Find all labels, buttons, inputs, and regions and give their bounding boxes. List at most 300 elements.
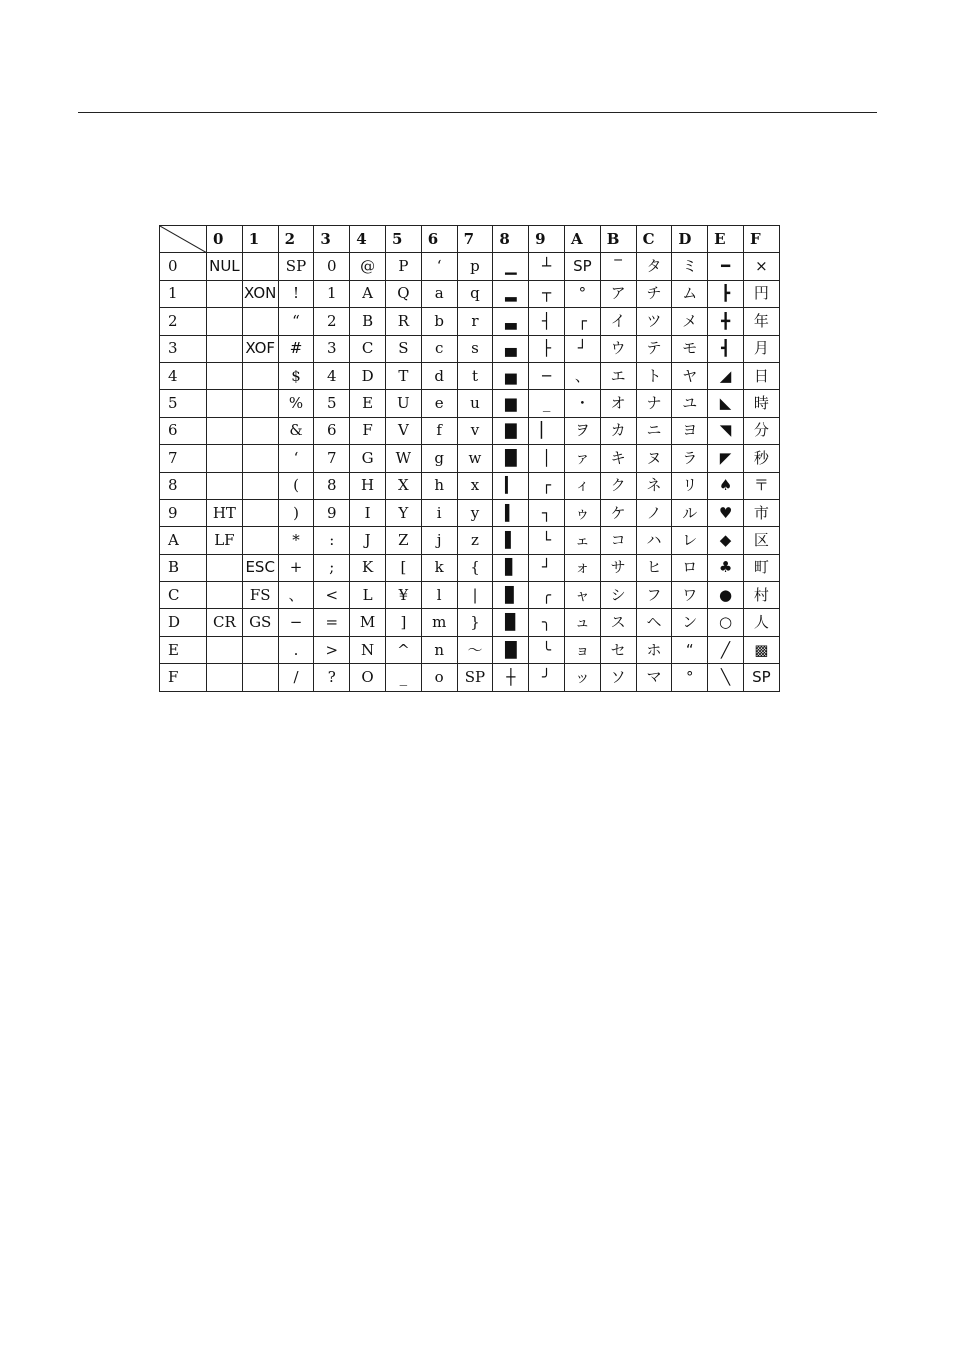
code-cell: ° — [672, 664, 708, 691]
column-header-row — [160, 226, 780, 253]
code-cell: s — [457, 335, 493, 362]
table-row — [160, 472, 780, 499]
code-cell: ヒ — [636, 554, 672, 581]
code-cell: j — [421, 527, 457, 554]
code-cell: ニ — [636, 417, 672, 444]
table-row — [160, 362, 780, 389]
code-cell: ▌ — [493, 527, 529, 554]
code-cell: ウ — [600, 335, 636, 362]
code-cell: 年 — [743, 308, 779, 335]
code-cell: ム — [672, 280, 708, 307]
code-cell — [207, 664, 243, 691]
row-header-5: 5 — [160, 390, 207, 417]
code-cell: v — [457, 417, 493, 444]
code-cell: 市 — [743, 499, 779, 526]
table-row — [160, 308, 780, 335]
code-cell: ォ — [564, 554, 600, 581]
code-cell: ユ — [672, 390, 708, 417]
code-cell: N — [350, 636, 386, 663]
code-cell: ♥ — [708, 499, 744, 526]
code-cell: ♠ — [708, 472, 744, 499]
column-header-A: A — [564, 226, 600, 253]
code-cell: ▉ — [493, 609, 529, 636]
code-cell: ▇ — [493, 417, 529, 444]
code-cell: # — [278, 335, 314, 362]
code-cell: ┤ — [529, 308, 565, 335]
code-cell: ▩ — [743, 636, 779, 663]
code-cell: ▋ — [493, 554, 529, 581]
code-cell: ィ — [564, 472, 600, 499]
code-cell — [242, 472, 278, 499]
code-cell: ; — [314, 554, 350, 581]
code-cell: ▄ — [493, 335, 529, 362]
code-cell: ( — [278, 472, 314, 499]
code-cell: “ — [278, 308, 314, 335]
code-cell: & — [278, 417, 314, 444]
column-header-D: D — [672, 226, 708, 253]
code-cell: ┐ — [529, 499, 565, 526]
code-cell: x — [457, 472, 493, 499]
code-cell: ? — [314, 664, 350, 691]
code-cell: f — [421, 417, 457, 444]
code-cell: r — [457, 308, 493, 335]
code-cell: 7 — [314, 445, 350, 472]
column-header-7: 7 — [457, 226, 493, 253]
code-cell: ◆ — [708, 527, 744, 554]
code-cell: 分 — [743, 417, 779, 444]
code-cell: イ — [600, 308, 636, 335]
code-cell: I — [350, 499, 386, 526]
code-cell: SP — [457, 664, 493, 691]
code-cell: HT — [207, 499, 243, 526]
code-cell — [242, 362, 278, 389]
code-cell — [242, 664, 278, 691]
code-cell: ╋ — [708, 308, 744, 335]
table-row — [160, 664, 780, 691]
code-cell: 0 — [314, 253, 350, 280]
code-cell: ◥ — [708, 417, 744, 444]
row-header-C: C — [160, 582, 207, 609]
code-cell — [207, 636, 243, 663]
code-cell: ESC — [242, 554, 278, 581]
code-cell: メ — [672, 308, 708, 335]
code-cell: 人 — [743, 609, 779, 636]
code-cell: 、 — [278, 582, 314, 609]
code-cell: Q — [385, 280, 421, 307]
table-row — [160, 582, 780, 609]
code-cell: ┼ — [493, 664, 529, 691]
code-cell — [242, 445, 278, 472]
code-cell: J — [350, 527, 386, 554]
code-cell — [207, 472, 243, 499]
code-cell: 2 — [314, 308, 350, 335]
code-cell: ツ — [636, 308, 672, 335]
row-header-6: 6 — [160, 417, 207, 444]
code-cell: CR — [207, 609, 243, 636]
code-cell: モ — [672, 335, 708, 362]
code-cell: z — [457, 527, 493, 554]
code-cell: − — [278, 609, 314, 636]
table-row — [160, 636, 780, 663]
code-cell — [242, 636, 278, 663]
row-header-1: 1 — [160, 280, 207, 307]
code-cell: ○ — [708, 609, 744, 636]
code-cell: ヲ — [564, 417, 600, 444]
code-cell: ス — [600, 609, 636, 636]
code-cell: | — [457, 582, 493, 609]
code-cell: ╭ — [529, 582, 565, 609]
code-cell: 円 — [743, 280, 779, 307]
code-cell: ソ — [600, 664, 636, 691]
code-cell: H — [350, 472, 386, 499]
code-cell: マ — [636, 664, 672, 691]
code-cell: LF — [207, 527, 243, 554]
code-cell: ◢ — [708, 362, 744, 389]
code-cell: T — [385, 362, 421, 389]
row-header-D: D — [160, 609, 207, 636]
code-cell: セ — [600, 636, 636, 663]
row-header-A: A — [160, 527, 207, 554]
code-cell: ! — [278, 280, 314, 307]
code-cell: 9 — [314, 499, 350, 526]
code-cell: @ — [350, 253, 386, 280]
code-cell: ─ — [529, 362, 565, 389]
code-cell: NUL — [207, 253, 243, 280]
code-cell: 4 — [314, 362, 350, 389]
column-header-1: 1 — [242, 226, 278, 253]
diagonal-line-icon — [160, 226, 206, 252]
code-cell: ェ — [564, 527, 600, 554]
code-cell: P — [385, 253, 421, 280]
code-cell: K — [350, 554, 386, 581]
code-cell: q — [457, 280, 493, 307]
code-cell: . — [278, 636, 314, 663]
code-cell — [207, 362, 243, 389]
code-cell: 、 — [564, 362, 600, 389]
code-cell: V — [385, 417, 421, 444]
code-cell: ‾ — [600, 253, 636, 280]
column-header-8: 8 — [493, 226, 529, 253]
code-cell: テ — [636, 335, 672, 362]
code-cell: ナ — [636, 390, 672, 417]
code-cell: ▊ — [493, 582, 529, 609]
code-cell: ア — [600, 280, 636, 307]
code-cell: ♣ — [708, 554, 744, 581]
code-cell — [207, 308, 243, 335]
code-cell: Z — [385, 527, 421, 554]
code-cell — [207, 390, 243, 417]
code-cell: ヘ — [636, 609, 672, 636]
code-cell: ▂ — [493, 280, 529, 307]
table-row — [160, 417, 780, 444]
code-cell: ホ — [636, 636, 672, 663]
column-header-C: C — [636, 226, 672, 253]
code-cell: b — [421, 308, 457, 335]
code-cell: エ — [600, 362, 636, 389]
code-cell: 3 — [314, 335, 350, 362]
row-header-8: 8 — [160, 472, 207, 499]
code-cell: W — [385, 445, 421, 472]
code-cell: O — [350, 664, 386, 691]
code-cell: ╲ — [708, 664, 744, 691]
row-header-3: 3 — [160, 335, 207, 362]
code-cell: E — [350, 390, 386, 417]
code-cell: オ — [600, 390, 636, 417]
code-cell: S — [385, 335, 421, 362]
code-cell: G — [350, 445, 386, 472]
row-header-E: E — [160, 636, 207, 663]
code-cell: [ — [385, 554, 421, 581]
code-cell: 〒 — [743, 472, 779, 499]
code-cell: ▃ — [493, 308, 529, 335]
code-cell: XOF — [242, 335, 278, 362]
code-cell: ～ — [457, 636, 493, 663]
code-cell: n — [421, 636, 457, 663]
code-cell: │ — [529, 445, 565, 472]
column-header-F: F — [743, 226, 779, 253]
code-cell: $ — [278, 362, 314, 389]
code-cell: 8 — [314, 472, 350, 499]
code-cell: M — [350, 609, 386, 636]
code-cell: { — [457, 554, 493, 581]
code-cell: ▎ — [493, 472, 529, 499]
code-cell: ▅ — [493, 362, 529, 389]
code-cell: / — [278, 664, 314, 691]
code-cell: “ — [672, 636, 708, 663]
code-cell: } — [457, 609, 493, 636]
code-cell: 秒 — [743, 445, 779, 472]
code-cell: B — [350, 308, 386, 335]
code-cell: y — [457, 499, 493, 526]
code-cell: ァ — [564, 445, 600, 472]
row-header-F: F — [160, 664, 207, 691]
code-cell: ク — [600, 472, 636, 499]
code-cell: < — [314, 582, 350, 609]
code-cell: └ — [529, 527, 565, 554]
code-cell: ラ — [672, 445, 708, 472]
code-cell: ┌ — [564, 308, 600, 335]
code-cell: h — [421, 472, 457, 499]
code-cell: ┘ — [564, 335, 600, 362]
code-cell: ヨ — [672, 417, 708, 444]
column-header-6: 6 — [421, 226, 457, 253]
code-cell: ネ — [636, 472, 672, 499]
code-cell: ル — [672, 499, 708, 526]
code-cell: > — [314, 636, 350, 663]
code-cell: g — [421, 445, 457, 472]
code-cell: ▁ — [493, 253, 529, 280]
code-cell: 1 — [314, 280, 350, 307]
code-cell: 月 — [743, 335, 779, 362]
row-header-7: 7 — [160, 445, 207, 472]
table-row — [160, 554, 780, 581]
code-cell: ▍ — [493, 499, 529, 526]
code-cell: 町 — [743, 554, 779, 581]
code-cell: FS — [242, 582, 278, 609]
table-row — [160, 280, 780, 307]
code-cell: ン — [672, 609, 708, 636]
code-cell: m — [421, 609, 457, 636]
code-cell: ◣ — [708, 390, 744, 417]
top-rule — [78, 112, 877, 113]
code-cell: L — [350, 582, 386, 609]
code-cell: ● — [708, 582, 744, 609]
code-cell — [207, 445, 243, 472]
code-cell: k — [421, 554, 457, 581]
code-cell — [242, 527, 278, 554]
code-cell: ┘ — [529, 554, 565, 581]
code-cell: d — [421, 362, 457, 389]
code-cell: ━ — [708, 253, 744, 280]
code-cell: ト — [636, 362, 672, 389]
code-cell: w — [457, 445, 493, 472]
code-cell: ╰ — [529, 636, 565, 663]
code-cell: X — [385, 472, 421, 499]
code-cell: ヌ — [636, 445, 672, 472]
code-cell: チ — [636, 280, 672, 307]
code-cell: タ — [636, 253, 672, 280]
code-cell: c — [421, 335, 457, 362]
column-header-4: 4 — [350, 226, 386, 253]
corner-diagonal-cell — [160, 226, 207, 253]
code-cell: ッ — [564, 664, 600, 691]
code-cell — [242, 417, 278, 444]
code-cell — [207, 554, 243, 581]
table-body — [160, 253, 780, 691]
code-cell: ◤ — [708, 445, 744, 472]
code-cell — [242, 308, 278, 335]
code-cell: サ — [600, 554, 636, 581]
code-cell: ・ — [564, 390, 600, 417]
character-code-table — [159, 225, 780, 692]
table-row — [160, 527, 780, 554]
column-header-0: 0 — [207, 226, 243, 253]
code-cell — [242, 390, 278, 417]
code-cell: ハ — [636, 527, 672, 554]
row-header-B: B — [160, 554, 207, 581]
code-cell: ) — [278, 499, 314, 526]
code-cell: コ — [600, 527, 636, 554]
code-cell: U — [385, 390, 421, 417]
table-row — [160, 445, 780, 472]
code-cell: █ — [493, 445, 529, 472]
code-cell — [242, 499, 278, 526]
code-cell: ╱ — [708, 636, 744, 663]
code-cell: o — [421, 664, 457, 691]
code-cell: フ — [636, 582, 672, 609]
code-cell: ┣ — [708, 280, 744, 307]
code-cell: × — [743, 253, 779, 280]
code-cell: GS — [242, 609, 278, 636]
column-header-5: 5 — [385, 226, 421, 253]
code-cell: ョ — [564, 636, 600, 663]
row-header-0: 0 — [160, 253, 207, 280]
code-cell: _ — [385, 664, 421, 691]
column-header-2: 2 — [278, 226, 314, 253]
code-cell: = — [314, 609, 350, 636]
code-cell: R — [385, 308, 421, 335]
code-cell: D — [350, 362, 386, 389]
code-cell: カ — [600, 417, 636, 444]
code-cell: F — [350, 417, 386, 444]
code-cell: ▆ — [493, 390, 529, 417]
code-cell: XON — [242, 280, 278, 307]
code-cell: ] — [385, 609, 421, 636]
code-cell: l — [421, 582, 457, 609]
table-row — [160, 609, 780, 636]
code-cell: ロ — [672, 554, 708, 581]
code-cell: _ — [529, 390, 565, 417]
code-cell: レ — [672, 527, 708, 554]
code-cell: ‘ — [421, 253, 457, 280]
code-cell: % — [278, 390, 314, 417]
code-cell: SP — [564, 253, 600, 280]
code-cell: 日 — [743, 362, 779, 389]
code-cell: 6 — [314, 417, 350, 444]
code-cell: SP — [743, 664, 779, 691]
row-header-4: 4 — [160, 362, 207, 389]
code-cell: ゥ — [564, 499, 600, 526]
code-cell: キ — [600, 445, 636, 472]
code-cell: ╯ — [529, 664, 565, 691]
row-header-2: 2 — [160, 308, 207, 335]
code-cell: ┬ — [529, 280, 565, 307]
code-cell: シ — [600, 582, 636, 609]
code-cell: 区 — [743, 527, 779, 554]
table-row — [160, 253, 780, 280]
code-cell: : — [314, 527, 350, 554]
code-cell: █ — [493, 636, 529, 663]
code-cell: i — [421, 499, 457, 526]
code-cell: ノ — [636, 499, 672, 526]
code-cell: p — [457, 253, 493, 280]
code-cell: * — [278, 527, 314, 554]
code-cell: ┴ — [529, 253, 565, 280]
code-cell: u — [457, 390, 493, 417]
code-cell: ケ — [600, 499, 636, 526]
code-cell: ¥ — [385, 582, 421, 609]
code-cell: A — [350, 280, 386, 307]
code-cell — [207, 417, 243, 444]
code-cell: ┫ — [708, 335, 744, 362]
code-cell — [207, 582, 243, 609]
code-cell: e — [421, 390, 457, 417]
column-header-B: B — [600, 226, 636, 253]
row-header-9: 9 — [160, 499, 207, 526]
code-cell — [207, 335, 243, 362]
table-row — [160, 499, 780, 526]
column-header-3: 3 — [314, 226, 350, 253]
code-cell: ╮ — [529, 609, 565, 636]
code-cell: SP — [278, 253, 314, 280]
code-cell: ‘ — [278, 445, 314, 472]
code-cell: ┌ — [529, 472, 565, 499]
code-cell — [242, 253, 278, 280]
code-cell: ュ — [564, 609, 600, 636]
code-cell: ▏ — [529, 417, 565, 444]
code-cell: a — [421, 280, 457, 307]
code-cell: ワ — [672, 582, 708, 609]
code-cell: 5 — [314, 390, 350, 417]
code-cell: ヤ — [672, 362, 708, 389]
table-row — [160, 390, 780, 417]
code-cell: Y — [385, 499, 421, 526]
code-cell: ° — [564, 280, 600, 307]
code-cell: リ — [672, 472, 708, 499]
code-cell: ミ — [672, 253, 708, 280]
code-cell: + — [278, 554, 314, 581]
code-cell: ├ — [529, 335, 565, 362]
